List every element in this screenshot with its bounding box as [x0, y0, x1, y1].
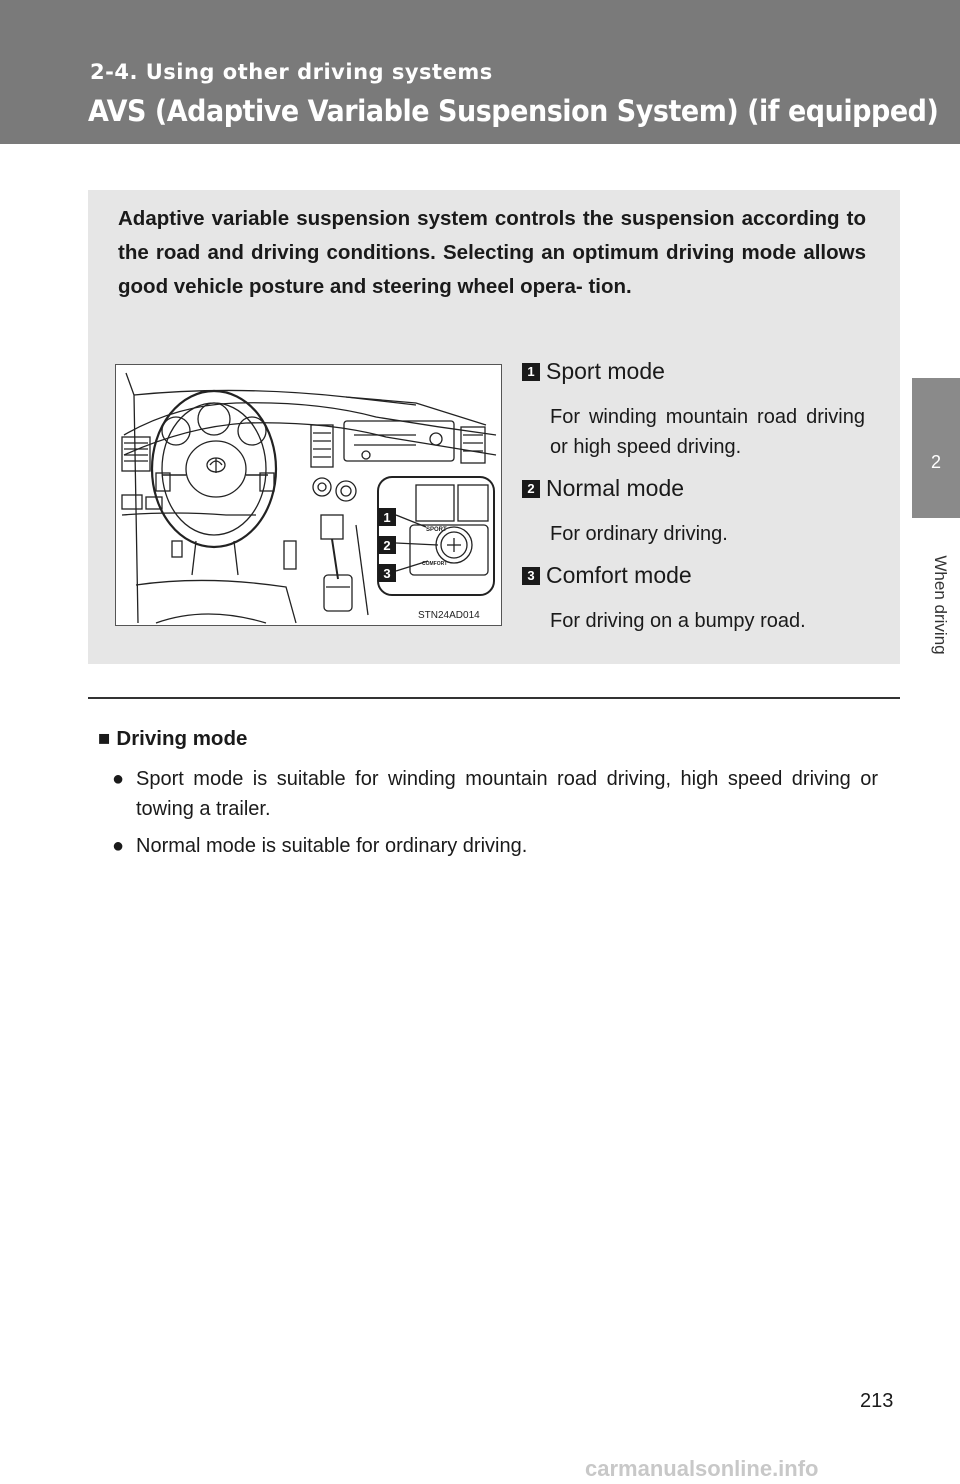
bullet-dot-icon: ● [112, 768, 125, 790]
mode-number-badge: 3 [522, 567, 540, 585]
callout-2 [378, 536, 396, 554]
list-item [112, 831, 878, 861]
page-title: AVS (Adaptive Variable Suspension System) (if equipped) [88, 94, 939, 128]
callout-2-label: 2 [383, 538, 391, 553]
dial-sport-label: SPORT [426, 527, 447, 533]
figure-code: STN24AD014 [418, 610, 480, 621]
callout-3 [378, 564, 396, 582]
mode-title: Sport mode [546, 358, 665, 384]
mode-heading-normal [522, 475, 684, 502]
intro-text: Adaptive variable suspension system controls the suspension according to the road and driving conditions. Selecting an optimum driving mode allows good vehicle posture and steering wheel opera- tion. [118, 207, 866, 298]
section-divider [88, 697, 900, 699]
chapter-number: 2 [930, 452, 941, 472]
mode-heading-comfort [522, 562, 692, 589]
side-tab-spacer [912, 144, 960, 234]
mode-desc-comfort: For driving on a bumpy road. [550, 610, 806, 632]
dashboard-drawing [116, 365, 501, 625]
callout-1 [378, 508, 396, 526]
bullet-dot-icon: ● [112, 835, 125, 857]
callout-3-label: 3 [383, 566, 391, 581]
callout-1-label: 1 [383, 510, 391, 525]
chapter-label: When driving [931, 555, 950, 655]
list-item [112, 764, 878, 824]
driving-mode-heading-text: Driving mode [116, 727, 248, 750]
mode-title: Normal mode [546, 475, 685, 501]
square-bullet-icon: ■ [98, 727, 111, 750]
mode-desc-normal: For ordinary driving. [550, 523, 728, 545]
mode-title: Comfort mode [546, 562, 692, 588]
list-item-text: Normal mode is suitable for ordinary driving. [136, 835, 528, 857]
mode-heading-sport [522, 358, 665, 385]
driving-mode-heading [98, 727, 247, 751]
section-title: 2-4. Using other driving systems [90, 60, 493, 84]
watermark: carmanualsonline.info [585, 1456, 819, 1481]
dial-comfort-label: COMFORT [422, 561, 448, 567]
dashboard-illustration [115, 364, 502, 626]
mode-number-badge: 2 [522, 480, 540, 498]
chapter-tab[interactable] [912, 378, 960, 518]
mode-number-badge: 1 [522, 363, 540, 381]
list-item-text: Sport mode is suitable for winding mountain road driving, high speed driving or towing a trailer. [136, 768, 878, 820]
page-number: 213 [860, 1390, 894, 1412]
mode-desc-sport: For winding mountain road driving or high speed driving. [550, 406, 865, 458]
